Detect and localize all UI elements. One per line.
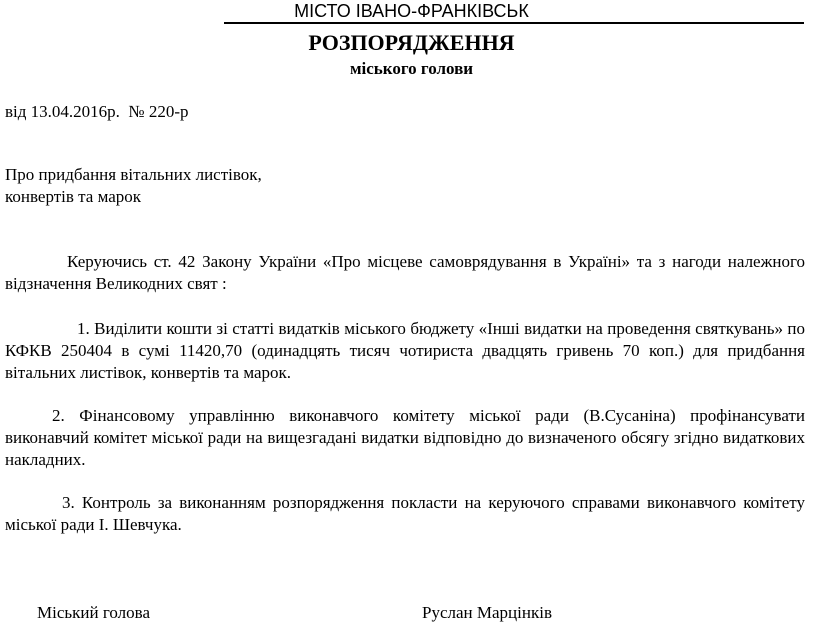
intro-paragraph: Керуючись ст. 42 Закону України «Про місцеве самоврядування в Україні» та з нагоди належного відзначення Великодних свят : [5, 252, 805, 293]
signatory-title: Міський голова [37, 603, 150, 622]
order-item-2: 2. Фінансовому управлінню виконавчого комітету міської ради (В.Сусаніна) профінансувати виконавчий комітет міської ради на вищезгадані видатки відповідно до визначеного обсягу згідно видаткових накладних. [5, 406, 805, 469]
header-divider [224, 22, 804, 24]
document-subtitle: міського голови [349, 59, 474, 78]
order-item-3: 3. Контроль за виконанням розпорядження покласти на керуючого справами виконавчого комітету міської ради І. Шевчука. [5, 493, 805, 534]
document-subject [5, 164, 262, 208]
document-date-number: від 13.04.2016р. № 220-р [5, 102, 189, 121]
order-item-1: 1. Виділити кошти зі статті видатків міського бюджету «Інші видатки на проведення святкувань» по КФКВ 250404 в сумі 11420,70 (одинадцять тисяч чотириста двадцять гривень 70 коп.) для придбання вітальних листівок, конвертів та марок. [5, 319, 805, 382]
subject-line: конвертів та марок [5, 187, 142, 206]
subject-line: Про придбання вітальних листівок, [5, 165, 262, 184]
city-header: МІСТО ІВАНО-ФРАНКІВСЬК [294, 1, 529, 21]
signatory-name: Руслан Марцінків [422, 603, 552, 622]
document-title: РОЗПОРЯДЖЕННЯ [308, 30, 515, 55]
